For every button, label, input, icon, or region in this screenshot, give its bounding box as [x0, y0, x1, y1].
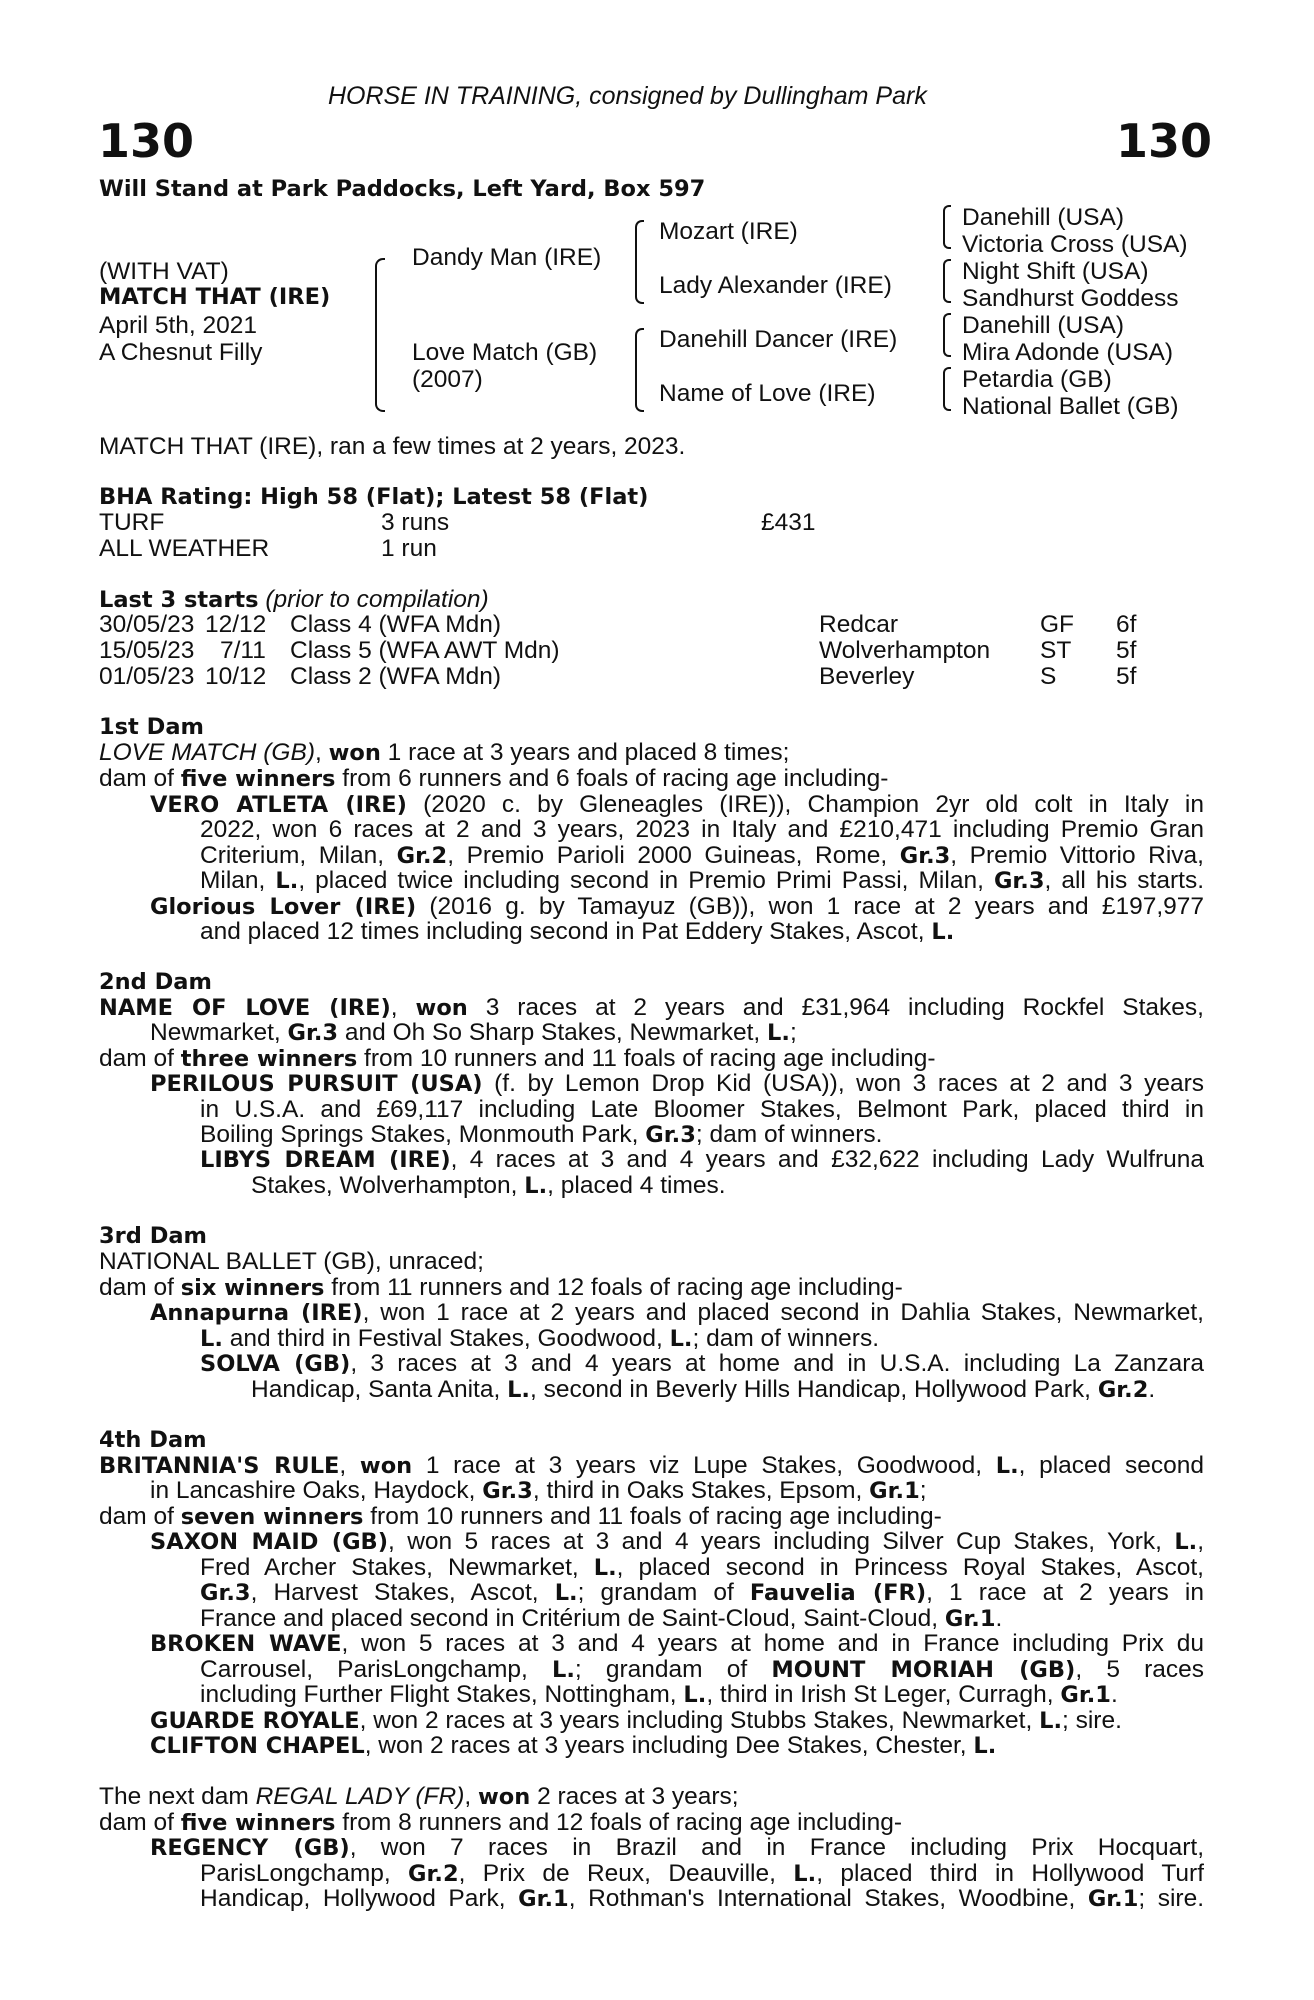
start-course: Beverley — [819, 663, 915, 690]
dam3-title: 3rd Dam — [99, 1223, 207, 1249]
pedigree-gg7: Petardia (GB) — [962, 366, 1112, 393]
starts-title: Last 3 starts — [99, 587, 259, 613]
pedigree-gg4: Sandhurst Goddess — [962, 285, 1179, 312]
britannia-line1: BRITANNIA'S RULE, won 1 race at 3 years viz Lupe Stakes, Goodwood, L., placed second — [99, 1453, 1204, 1479]
saxon-line2: Fred Archer Stakes, Newmarket, L., placed second in Princess Royal Stakes, Ascot, — [200, 1555, 1204, 1581]
start-pos: 7/11 — [220, 637, 266, 664]
starts-note: (prior to compilation) — [265, 586, 489, 613]
start-course: Wolverhampton — [819, 637, 991, 664]
vero-line3: Criterium, Milan, Gr.2, Premio Parioli 2000 Guineas, Rome, Gr.3, Premio Vittorio Riva, — [200, 843, 1204, 869]
glorious-line2: and placed 12 times including second in Pat Eddery Stakes, Ascot, L. — [200, 918, 955, 945]
broken-line3: including Further Flight Stakes, Nottingham, L., third in Irish St Leger, Curragh, Gr.1. — [200, 1681, 1118, 1708]
vero-line4: Milan, L., placed twice including second in Premio Primi Passi, Milan, Gr.3, all his starts. — [200, 868, 1204, 894]
britannia-line2: in Lancashire Oaks, Haydock, Gr.3, third in Oaks Stakes, Epsom, Gr.1; — [150, 1477, 927, 1504]
perilous-line2: in U.S.A. and £69,117 including Late Bloomer Stakes, Belmont Park, placed third in — [200, 1097, 1204, 1123]
dam2-line2: Newmarket, Gr.3 and Oh So Sharp Stakes, Newmarket, L.; — [150, 1019, 797, 1046]
start-distance: 5f — [1116, 663, 1137, 690]
dam4-title: 4th Dam — [99, 1427, 207, 1453]
solva-line1: SOLVA (GB), 3 races at 3 and 4 years at home and in U.S.A. including La Zanzara — [200, 1351, 1204, 1377]
dam2-line1: NAME OF LOVE (IRE), won 3 races at 2 years and £31,964 including Rockfel Stakes, — [99, 995, 1204, 1021]
next-dam-line1: The next dam REGAL LADY (FR), won 2 races at 3 years; — [99, 1783, 739, 1810]
pedigree-dam-dam: Name of Love (IRE) — [659, 380, 876, 407]
vero-line1: VERO ATLETA (IRE) (2020 c. by Gleneagles (IRE)), Champion 2yr old colt in Italy in — [150, 792, 1204, 818]
pedigree-brace-g4 — [943, 367, 951, 411]
start-class: Class 2 (WFA Mdn) — [290, 663, 502, 690]
pedigree-gg2: Victoria Cross (USA) — [962, 231, 1188, 258]
broken-line1: BROKEN WAVE, won 5 races at 3 and 4 years at home and in France including Prix du — [150, 1631, 1204, 1657]
rating-turf-surface: TURF — [99, 509, 165, 536]
pedigree-gg8: National Ballet (GB) — [962, 393, 1179, 420]
regency-line2: ParisLongchamp, Gr.2, Prix de Reux, Deauville, L., placed third in Hollywood Turf — [200, 1861, 1204, 1887]
bha-rating: BHA Rating: High 58 (Flat); Latest 58 (Flat) — [99, 484, 649, 510]
pedigree-dam-sire: Danehill Dancer (IRE) — [659, 326, 898, 353]
pedigree-brace-g3 — [943, 313, 951, 357]
annapurna-line1: Annapurna (IRE), won 1 race at 2 years and placed second in Dahlia Stakes, Newmarket, — [150, 1300, 1204, 1326]
perilous-line1: PERILOUS PURSUIT (USA) (f. by Lemon Drop Kid (USA)), won 3 races at 2 and 3 years — [150, 1071, 1204, 1097]
starts-heading — [99, 587, 489, 614]
pedigree-brace-sire — [635, 220, 644, 304]
dam3-line1: NATIONAL BALLET (GB), unraced; — [99, 1248, 484, 1275]
regency-line3: Handicap, Hollywood Park, Gr.1, Rothman's International Stakes, Woodbine, Gr.1; sire. — [200, 1886, 1204, 1912]
rating-aw-runs: 1 run — [381, 535, 437, 562]
pedigree-brace-g2 — [943, 259, 951, 303]
pedigree-dam: Love Match (GB) — [412, 339, 598, 366]
rating-turf-runs: 3 runs — [381, 509, 450, 536]
perilous-line3: Boiling Springs Stakes, Monmouth Park, Gr.3; dam of winners. — [200, 1121, 883, 1148]
start-date: 15/05/23 — [99, 637, 195, 664]
pedigree-brace-g1 — [943, 205, 951, 249]
libys-line1: LIBYS DREAM (IRE), 4 races at 3 and 4 years and £32,622 including Lady Wulfruna — [200, 1147, 1204, 1173]
regency-line1: REGENCY (GB), won 7 races in Brazil and in France including Prix Hocquart, — [150, 1835, 1204, 1861]
broken-line2: Carrousel, ParisLongchamp, L.; grandam of MOUNT MORIAH (GB), 5 races — [200, 1657, 1204, 1683]
dam2-line3: dam of three winners from 10 runners and 11 foals of racing age including- — [99, 1045, 936, 1072]
dam1-line1: LOVE MATCH (GB), won 1 race at 3 years and placed 8 times; — [99, 739, 790, 766]
pedigree-gg6: Mira Adonde (USA) — [962, 339, 1174, 366]
horse-name: MATCH THAT (IRE) — [99, 284, 331, 310]
rating-aw-surface: ALL WEATHER — [99, 535, 270, 562]
dam3-line2: dam of six winners from 11 runners and 12 foals of racing age including- — [99, 1274, 903, 1301]
start-date: 30/05/23 — [99, 611, 195, 638]
dam1-line2: dam of five winners from 6 runners and 6 foals of racing age including- — [99, 765, 889, 792]
pedigree-sire-dam: Lady Alexander (IRE) — [659, 272, 892, 299]
consignment-heading: HORSE IN TRAINING, consigned by Dullingham Park — [328, 82, 927, 110]
pedigree-gg5: Danehill (USA) — [962, 312, 1125, 339]
start-pos: 12/12 — [205, 611, 267, 638]
start-going: S — [1040, 663, 1057, 690]
pedigree-gg1: Danehill (USA) — [962, 204, 1125, 231]
pedigree-sire: Dandy Man (IRE) — [412, 244, 602, 271]
clifton-line1: CLIFTON CHAPEL, won 2 races at 3 years including Dee Stakes, Chester, L. — [150, 1732, 997, 1759]
solva-line2: Handicap, Santa Anita, L., second in Beverly Hills Handicap, Hollywood Park, Gr.2. — [251, 1376, 1156, 1403]
start-course: Redcar — [819, 611, 898, 638]
pedigree-brace-main — [375, 258, 385, 412]
vat-note: (WITH VAT) — [99, 258, 229, 285]
pedigree-brace-dam — [635, 328, 644, 412]
saxon-line4: France and placed second in Critérium de Saint-Cloud, Saint-Cloud, Gr.1. — [200, 1605, 1003, 1632]
start-class: Class 4 (WFA Mdn) — [290, 611, 502, 638]
race-summary: MATCH THAT (IRE), ran a few times at 2 years, 2023. — [99, 433, 686, 460]
start-date: 01/05/23 — [99, 663, 195, 690]
horse-description: A Chesnut Filly — [99, 339, 263, 366]
start-class: Class 5 (WFA AWT Mdn) — [290, 637, 560, 664]
start-distance: 5f — [1116, 637, 1137, 664]
vero-line2: 2022, won 6 races at 2 and 3 years, 2023 in Italy and £210,471 including Premio Gran — [200, 817, 1204, 843]
guarde-line1: GUARDE ROYALE, won 2 races at 3 years including Stubbs Stakes, Newmarket, L.; sire. — [150, 1707, 1122, 1734]
libys-line2: Stakes, Wolverhampton, L., placed 4 times. — [251, 1172, 726, 1199]
start-pos: 10/12 — [205, 663, 267, 690]
stand-location: Will Stand at Park Paddocks, Left Yard, Box 597 — [99, 176, 706, 202]
pedigree-gg3: Night Shift (USA) — [962, 258, 1149, 285]
dam4-line3: dam of seven winners from 10 runners and 11 foals of racing age including- — [99, 1503, 942, 1530]
start-going: ST — [1040, 637, 1072, 664]
lot-number-left: 130 — [98, 114, 195, 168]
lot-number-right: 130 — [1116, 114, 1213, 168]
saxon-line3: Gr.3, Harvest Stakes, Ascot, L.; grandam of Fauvelia (FR), 1 race at 2 years in — [200, 1580, 1204, 1606]
rating-turf-prize: £431 — [761, 509, 816, 536]
annapurna-line2: L. and third in Festival Stakes, Goodwood, L.; dam of winners. — [200, 1325, 880, 1352]
dam2-title: 2nd Dam — [99, 969, 212, 995]
saxon-line1: SAXON MAID (GB), won 5 races at 3 and 4 years including Silver Cup Stakes, York, L., — [150, 1529, 1204, 1555]
next-dam-line2: dam of five winners from 8 runners and 12 foals of racing age including- — [99, 1809, 903, 1836]
dam1-title: 1st Dam — [99, 714, 204, 740]
pedigree-sire-sire: Mozart (IRE) — [659, 218, 798, 245]
start-distance: 6f — [1116, 611, 1137, 638]
glorious-line1: Glorious Lover (IRE) (2016 g. by Tamayuz (GB)), won 1 race at 2 years and £197,977 — [150, 894, 1204, 920]
pedigree-dam-year: (2007) — [412, 366, 483, 393]
horse-dob: April 5th, 2021 — [99, 312, 257, 339]
start-going: GF — [1040, 611, 1075, 638]
